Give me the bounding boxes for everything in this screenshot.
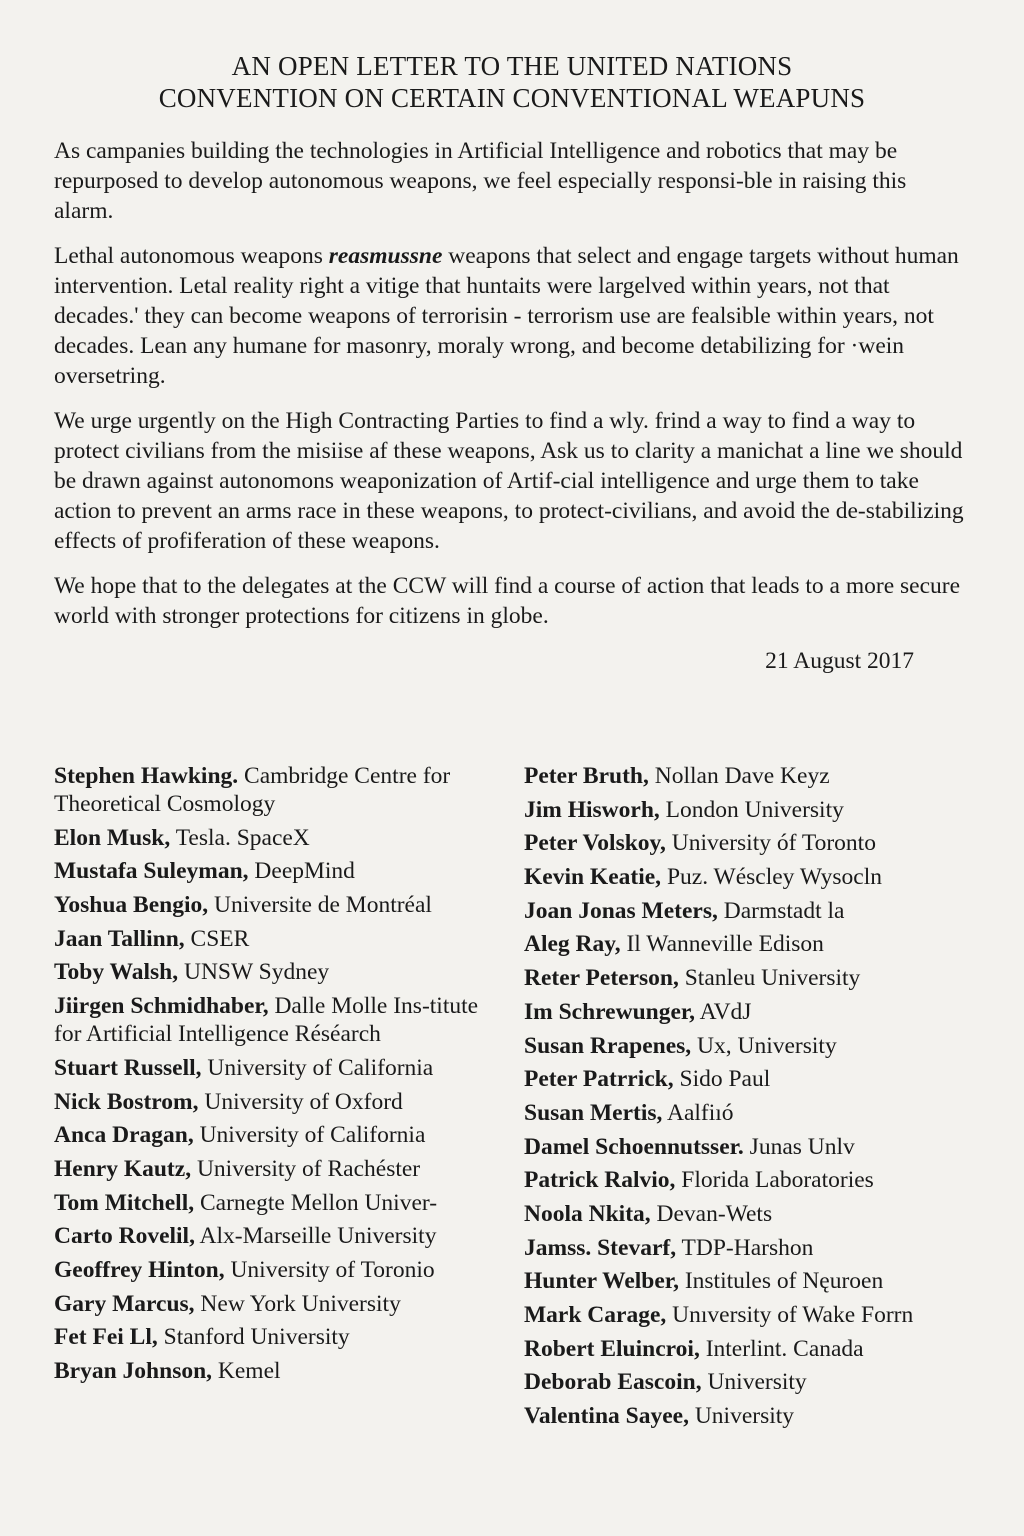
signatory xyxy=(524,863,984,891)
signatory-affiliation: DeepMind xyxy=(248,858,355,885)
letter-title xyxy=(54,50,970,114)
signatory xyxy=(524,930,984,958)
signatory-name: Mark Carage, xyxy=(524,1302,667,1328)
signatory xyxy=(54,762,509,818)
signatory-name: Elon Musk, xyxy=(54,824,171,851)
signatory-name: Joan Jonas Meters, xyxy=(524,897,718,924)
signatory-affiliation: TDP-Harshon xyxy=(676,1234,814,1261)
title-line-1: AN OPEN LETTER TO THE UNITED NATIONS xyxy=(231,51,793,81)
signatory xyxy=(54,1256,509,1284)
signatory-affiliation: London University xyxy=(659,796,844,823)
signatory xyxy=(524,1032,984,1060)
signatory xyxy=(54,1323,509,1351)
signatory xyxy=(54,824,509,852)
signatory xyxy=(54,857,509,885)
signatory xyxy=(54,1054,509,1082)
signatory-name: Carto Rovelil, xyxy=(54,1223,195,1250)
paragraph-2-end: weapons that select and engage targets without human intervention. Letal reality right a vitige that huntaits were largelved within years, not that decades.' they can become weapons of terrorisin - terrorism use are fealsible within years, not decades. Lean any humane for masonry, moraly wrong, and become detabilizing for ·wein oversetring. xyxy=(54,243,959,389)
signatory-affiliation: University of California xyxy=(201,1054,434,1081)
paragraph-2 xyxy=(54,241,970,391)
signatory xyxy=(524,1301,984,1329)
signatory-affiliation: Cambridge Centre for Theoretical Cosmology xyxy=(54,763,451,817)
signatory xyxy=(524,1133,984,1161)
signatory xyxy=(54,1222,509,1250)
signatory xyxy=(524,964,984,992)
signatory-affiliation: Interlint. Canada xyxy=(699,1335,864,1362)
signatory-affiliation: University of Rachéster xyxy=(191,1155,421,1182)
signatory-affiliation: University óf Toronto xyxy=(665,830,876,857)
signatory-affiliation: Universite de Montréal xyxy=(208,892,432,919)
signatory-affiliation: Ux, University xyxy=(691,1032,837,1059)
letter-date: 21 August 2017 xyxy=(765,648,914,674)
signatory-affiliation: UNSW Sydney xyxy=(178,959,330,986)
signatory xyxy=(524,1368,984,1396)
signatory xyxy=(524,1200,984,1228)
signatory xyxy=(524,1267,984,1295)
signatory-name: Patrick Ralvio, xyxy=(524,1167,676,1194)
signatory-name: Mustafa Suleyman, xyxy=(54,858,249,885)
signatory xyxy=(524,1099,984,1127)
paragraph-2-start: Lethal autonomous weapons xyxy=(54,243,329,269)
signatory xyxy=(54,958,509,986)
signatory xyxy=(54,1189,509,1217)
signatory-affiliation: New York University xyxy=(194,1290,401,1317)
signatory-affiliation: Carnegte Mellon Univer- xyxy=(194,1189,438,1216)
signatory-name: Robert Eluincroi, xyxy=(524,1335,700,1362)
signatory-affiliation: Dalle Molle Ins-titute for Artificial Intelligence Réséarch xyxy=(54,993,479,1048)
signatory-name: Peter Bruth, xyxy=(524,763,649,789)
signatory-name: Susan Mertis, xyxy=(524,1099,663,1126)
signatory-affiliation: AVdJ xyxy=(695,998,752,1025)
paragraph-3: We urge urgently on the High Contracting Parties to find a wly. frind a way to find a way to protect civilians from the misiise af these weapons, Ask us to clarity a manichat a line we should be drawn against autonomons weaponization of Artif-cial intelligence and urge them to take action to prevent an arms race in these weapons, to protect-civilians, and avoid the de-stabilizing effects of profiferation of these weapons. xyxy=(54,408,964,554)
signatory-affiliation: Il Wanneville Edison xyxy=(620,931,824,958)
signatory-affiliation: Stanford University xyxy=(157,1324,350,1351)
signatory-name: Jamss. Stevarf, xyxy=(524,1234,677,1261)
signatory xyxy=(54,891,509,919)
paragraph-2-emphasis: reasmussne xyxy=(328,243,443,269)
signatory-list xyxy=(54,762,984,1436)
signatory xyxy=(524,1335,984,1363)
signatory xyxy=(524,829,984,857)
signatory-affiliation: Kemel xyxy=(212,1358,281,1384)
signatory-name: Tom Mitchell, xyxy=(54,1189,195,1216)
signatory-affiliation: University xyxy=(688,1403,795,1430)
signatory-affiliation: University of Toronio xyxy=(224,1256,435,1283)
signatory-affiliation: Alx-Marseille University xyxy=(194,1223,437,1250)
signatory-affiliation: CSER xyxy=(184,925,250,952)
signatory-name: Noola Nkita, xyxy=(524,1200,651,1227)
signatory-name: Stephen Hawking. xyxy=(54,763,239,789)
signatory-affiliation: Puz. Wéscley Wysocln xyxy=(661,864,882,891)
signatory-column-right xyxy=(522,762,984,1436)
signatory-name: Valentina Sayee, xyxy=(524,1403,689,1430)
signatory-name: Hunter Welber, xyxy=(524,1268,679,1295)
signatory-name: Jiirgen Schmidhaber, xyxy=(54,993,269,1020)
signatory xyxy=(524,796,984,824)
signatory xyxy=(524,1065,984,1093)
signatory-affiliation: University of Oxford xyxy=(198,1088,403,1115)
signatory-name: Stuart Russell, xyxy=(54,1054,202,1081)
signatory xyxy=(524,998,984,1026)
signatory-name: Im Schrewunger, xyxy=(524,998,696,1025)
signatory xyxy=(54,1357,509,1385)
signatory-affiliation: University of California xyxy=(193,1122,426,1149)
signatory-affiliation: Junas Unlv xyxy=(743,1133,855,1160)
signatory-name: Henry Kautz, xyxy=(54,1155,192,1182)
signatory-column-left xyxy=(54,762,509,1436)
signatory-name: Damel Schoennutsser. xyxy=(524,1133,744,1160)
signatory-name: Susan Rrapenes, xyxy=(524,1032,692,1059)
signatory-affiliation: Florida Laboratories xyxy=(675,1167,874,1194)
signatory xyxy=(524,1234,984,1262)
signatory-name: Fet Fei Ll, xyxy=(54,1324,158,1351)
signatory-name: Toby Walsh, xyxy=(54,959,179,986)
signatory-affiliation: Devan-Wets xyxy=(650,1200,773,1227)
signatory xyxy=(54,1155,509,1183)
signatory xyxy=(524,1402,984,1430)
signatory xyxy=(524,762,984,790)
signatory-name: Aleg Ray, xyxy=(524,931,621,958)
signatory-name: Bryan Johnson, xyxy=(54,1358,213,1384)
signatory-name: Deborab Eascoin, xyxy=(524,1369,702,1396)
title-line-2: CONVENTION ON CERTAIN CONVENTIONAL WEAPUNS xyxy=(158,83,866,113)
signatory xyxy=(54,1121,509,1149)
signatory-name: Jaan Tallinn, xyxy=(54,925,185,952)
signatory xyxy=(54,992,509,1048)
signatory-affiliation: Unıversity of Wake Forrn xyxy=(666,1302,914,1328)
signatory-affiliation: Stanleu University xyxy=(678,965,861,992)
signatory-name: Jim Hisworh, xyxy=(524,796,660,823)
signatory xyxy=(524,1166,984,1194)
signatory-affiliation: University xyxy=(701,1369,807,1396)
signatory-affiliation: Aalfiıó xyxy=(662,1099,734,1126)
signatory-name: Geoffrey Hinton, xyxy=(54,1256,225,1283)
signatory-name: Kevin Keatie, xyxy=(524,864,662,891)
signatory-name: Nick Bostrom, xyxy=(54,1088,199,1115)
signatory xyxy=(54,1088,509,1116)
signatory-affiliation: Darmstadt la xyxy=(717,897,845,924)
signatory xyxy=(54,925,509,953)
paragraph-1: As campanies building the technologies in Artificial Intelligence and robotics that may be repurposed to develop autonomous weapons, we feel especially responsi-ble in raising this alarm. xyxy=(54,138,907,224)
signatory-name: Anca Dragan, xyxy=(54,1122,194,1149)
signatory-affiliation: Nollan Dave Keyz xyxy=(648,763,830,789)
paragraph-4: We hope that to the delegates at the CCW will find a course of action that leads to a more secure world with stronger protections for citizens in globe. xyxy=(54,573,961,629)
signatory-name: Gary Marcus, xyxy=(54,1290,195,1317)
signatory-affiliation: Institules of Nęuroen xyxy=(678,1268,884,1295)
signatory-affiliation: Sido Paul xyxy=(673,1066,771,1093)
signatory-name: Peter Patrrick, xyxy=(524,1066,674,1093)
signatory xyxy=(524,897,984,925)
signatory-name: Yoshua Bengio, xyxy=(54,892,209,919)
signatory-affiliation: Tesla. SpaceX xyxy=(170,824,310,851)
signatory-name: Reter Peterson, xyxy=(524,965,679,992)
signatory xyxy=(54,1290,509,1318)
signatory-name: Peter Volskoy, xyxy=(524,830,666,857)
